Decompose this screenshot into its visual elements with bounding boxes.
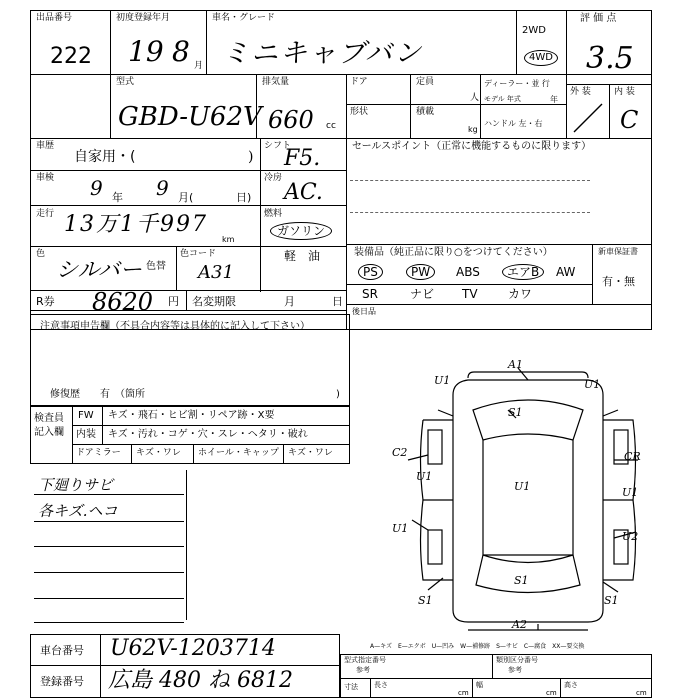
insp-month-unit: 月( — [178, 191, 194, 204]
mark-u1-left: U1 — [392, 522, 409, 535]
name-label: 車名・グレード — [212, 13, 276, 23]
inspection-label: 車検 — [36, 173, 55, 183]
mark-s1-right-rear: S1 — [604, 594, 619, 607]
exterior-label: 外 装 — [570, 87, 591, 97]
wheel-text: キズ・ワレ — [288, 448, 333, 458]
name-change-day-unit: 日 — [332, 295, 343, 308]
int-text: キズ・汚れ・コゲ・穴・スレ・ヘタリ・破れ — [108, 429, 308, 440]
plate-label: 登録番号 — [40, 675, 84, 688]
equipment-label: 装備品（純正品に限り○をつけてください） — [354, 247, 553, 258]
door-label: ドア — [350, 77, 368, 87]
int-label: 内装 — [76, 429, 96, 440]
warranty-label: 新車保証書 — [598, 247, 638, 256]
capacity-unit: 人 — [470, 93, 480, 103]
color-code-label: 色コード — [180, 249, 217, 259]
cc-unit: cc — [326, 121, 336, 131]
mark-a1: A1 — [508, 360, 523, 371]
drive-2wd: 2WD — [522, 25, 546, 36]
mirror-label: ドアミラー — [76, 448, 121, 458]
mark-c2: C2 — [392, 446, 408, 459]
shift-label: シフト — [264, 141, 292, 151]
insp-month: 9 — [156, 176, 169, 200]
reg-month-unit: 月 — [194, 61, 204, 71]
inspector-label-2: 記入欄 — [34, 427, 64, 438]
color-code-value: A31 — [198, 262, 234, 283]
equip-abs: ABS — [456, 265, 480, 279]
recycle-value: 8620 — [92, 288, 154, 316]
fuel-value: ガソリン — [270, 222, 332, 240]
form-label-1: 型式指定番号 — [344, 656, 386, 664]
year-unit: 年 — [550, 95, 558, 104]
warranty-value: 有・無 — [602, 275, 635, 288]
insp-year-unit: 年 — [112, 191, 123, 204]
mileage-label: 走行 — [36, 209, 55, 219]
equip-pw: PW — [406, 264, 435, 280]
chassis-value: U62V-1203714 — [110, 636, 276, 661]
mark-s1-roof: S1 — [508, 406, 523, 419]
mark-s1-rear: S1 — [514, 574, 529, 587]
equip-tv: TV — [462, 287, 478, 301]
mileage-unit: km — [222, 235, 235, 244]
equip-airbag: エアB — [502, 264, 544, 280]
shift-value: F5. — [284, 146, 321, 171]
handle-label: ハンドル 左・右 — [484, 119, 543, 128]
mark-a2: A2 — [512, 618, 527, 631]
dim-label: 寸法 — [344, 683, 358, 691]
name-change-label: 名変期限 — [192, 295, 236, 308]
fuel-label: 燃料 — [264, 209, 283, 219]
score-value: 3.5 — [586, 41, 634, 76]
equip-navi: ナビ — [410, 287, 435, 301]
capacity-label: 定員 — [416, 77, 435, 87]
usage-label: 車歴 — [36, 141, 55, 151]
recycle-label: R券 — [36, 295, 55, 308]
mark-u1-left-mid: U1 — [416, 470, 433, 483]
mark-u1-right: U1 — [622, 486, 639, 499]
mark-u1-center: U1 — [514, 480, 531, 493]
height-label: 高さ — [564, 681, 578, 689]
legend: A—キズ E—エクボ U—凹み W—補修跡 S—サビ C—腐食 XX—要交換 — [370, 643, 585, 650]
notes-label: 注意事項申告欄（不具合内容等は具体的に記入して下さい） — [40, 321, 310, 332]
class-label-1: 類別区分番号 — [496, 656, 538, 664]
interior-value: C — [620, 106, 639, 134]
recycle-unit: 円 — [168, 295, 179, 308]
fw-label: FW — [78, 410, 94, 421]
name-change-unit: 月 — [284, 295, 295, 308]
color-label: 色 — [36, 249, 46, 259]
fw-text: キズ・飛石・ヒビ割・リペア跡・X要 — [108, 410, 275, 421]
chassis-label: 車台番号 — [40, 644, 84, 657]
mileage-value: 13万1千997 — [64, 212, 208, 237]
length-cm: cm — [458, 689, 469, 697]
score-label: 評 価 点 — [580, 13, 617, 24]
height-cm: cm — [636, 689, 647, 697]
ac-value: AC. — [284, 180, 323, 205]
width-label: 幅 — [476, 681, 483, 689]
inspector-label-1: 検査員 — [34, 413, 64, 424]
insp-year: 9 — [90, 176, 103, 200]
equip-leather: カワ — [508, 287, 533, 301]
model-value: GBD-U62V — [118, 102, 262, 132]
length-label: 長さ — [374, 681, 388, 689]
drive-4wd: 4WD — [524, 50, 558, 66]
note-scratches-dents: 各キズ.ヘコ — [38, 502, 118, 520]
usage-value: 自家用・( — [74, 149, 136, 165]
load-unit: kg — [468, 125, 478, 134]
car-damage-diagram — [388, 360, 658, 640]
mark-u1-right-top: U1 — [584, 378, 601, 391]
mark-s1-left-rear: S1 — [418, 594, 433, 607]
name-value: ミニキャブバン — [222, 38, 423, 69]
shape-label: 形状 — [350, 107, 369, 117]
insp-day-unit: 日) — [236, 191, 252, 204]
mark-cr: CR — [624, 450, 641, 463]
wheel-label: ホイール・キャップ — [198, 448, 279, 458]
dealer-label: ディーラー・並 行 — [484, 79, 550, 88]
mark-u1-left-top: U1 — [434, 374, 451, 387]
form-label-2: 参考 — [356, 666, 370, 674]
selling-label: セールスポイント（正常に機能するものに限ります） — [352, 141, 592, 152]
note-underbody-rust: 下廻りサビ — [38, 476, 114, 494]
reg-label: 初度登録年月 — [116, 13, 171, 23]
usage-close: ) — [248, 149, 254, 165]
equip-ps: PS — [358, 264, 383, 280]
color-value: シルバー — [56, 258, 142, 283]
mark-u2: U2 — [622, 530, 639, 543]
reg-month: 8 — [172, 35, 190, 68]
lot-label: 出品番号 — [36, 13, 73, 23]
cc-label: 排気量 — [262, 77, 290, 87]
after-label: 後日品 — [352, 307, 376, 316]
model-year-label: モデル 年式 — [484, 95, 521, 103]
cc-value: 660 — [268, 106, 314, 134]
interior-label: 内 装 — [614, 87, 635, 97]
mirror-text: キズ・ワレ — [136, 448, 181, 458]
equip-aw: AW — [556, 265, 576, 279]
plate-value: 広島 480 ね 6812 — [108, 668, 293, 693]
color-change-label: 色替 — [146, 261, 166, 272]
ac-label: 冷房 — [264, 173, 283, 183]
class-label-2: 参考 — [508, 666, 522, 674]
lot-value: 222 — [50, 44, 92, 69]
repair-close: ) — [336, 389, 340, 400]
reg-year: 19 — [128, 35, 164, 68]
load-label: 積載 — [416, 107, 435, 117]
fuel-alt: 軽 油 — [284, 249, 321, 263]
model-label: 型式 — [116, 77, 135, 87]
width-cm: cm — [546, 689, 557, 697]
equip-sr: SR — [362, 287, 378, 301]
repair-label: 修復歴 有 （箇所 — [50, 389, 145, 400]
exterior-slash-mark — [568, 100, 608, 136]
